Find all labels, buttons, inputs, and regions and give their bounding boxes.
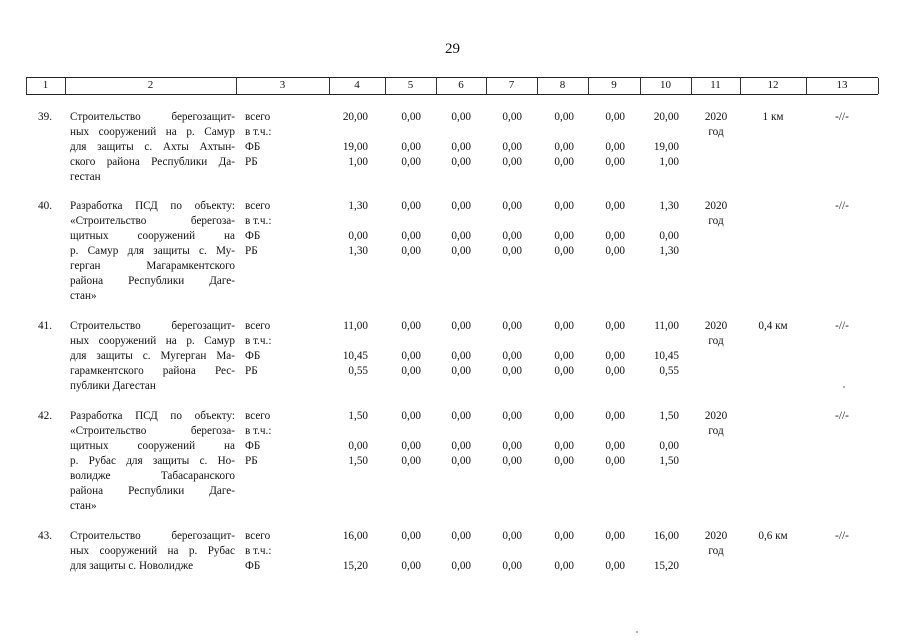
header-column-number: 9 [611, 79, 617, 91]
header-column-number: 4 [354, 79, 360, 91]
page-number: 29 [445, 41, 460, 57]
header-column-number: 10 [660, 79, 671, 91]
completion-year-unit: год [708, 215, 724, 227]
funding-source: РБ [245, 245, 258, 257]
amount-col-4: 1,50 [348, 410, 368, 422]
amount-col-4: 20,00 [342, 111, 368, 123]
row-description [70, 319, 235, 394]
header-column-number: 2 [147, 79, 154, 91]
amount-col-4: 0,00 [348, 230, 368, 242]
amount-col-9: 0,00 [605, 440, 625, 452]
description-line: р. Рубас для защиты с. Но- [70, 455, 235, 467]
row-number: 39. [38, 111, 52, 123]
amount-col-6: 0,00 [451, 455, 471, 467]
scan-speck [636, 631, 638, 633]
description-line: щитных сооружений на [70, 230, 235, 242]
funding-source: ФБ [245, 440, 261, 452]
description-line: ных сооружений на р. Рубас [70, 545, 235, 557]
amount-col-4: 1,30 [348, 200, 368, 212]
amount-col-10: 1,50 [659, 410, 679, 422]
funding-source: ФБ [245, 141, 261, 153]
amount-col-8: 0,00 [554, 410, 574, 422]
header-column-number: 8 [559, 79, 566, 91]
row-number: 42. [38, 410, 52, 422]
note: -//- [835, 410, 849, 422]
amount-col-4: 1,30 [348, 245, 368, 257]
description-line: Строительство берегозащит- [70, 530, 235, 542]
amount-col-9: 0,00 [605, 350, 625, 362]
amount-col-7: 0,00 [502, 530, 522, 542]
description-line: для защиты с. Новолидже [70, 560, 194, 572]
description-line: р. Самур для защиты с. Му- [70, 245, 235, 257]
amount-col-6: 0,00 [451, 320, 471, 332]
completion-year: 2020 [704, 320, 728, 332]
note: -//- [835, 111, 849, 123]
amount-col-6: 0,00 [451, 111, 471, 123]
amount-col-8: 0,00 [554, 560, 574, 572]
amount-col-7: 0,00 [502, 350, 522, 362]
amount-col-9: 0,00 [605, 111, 625, 123]
description-line: ского района Республики Да- [70, 156, 235, 168]
header-column-divider [878, 78, 879, 94]
amount-col-4: 11,00 [343, 320, 368, 332]
amount-col-10: 1,00 [659, 156, 679, 168]
amount-col-6: 0,00 [451, 530, 471, 542]
amount-col-9: 0,00 [605, 530, 625, 542]
amount-col-5: 0,00 [401, 156, 421, 168]
note: -//- [835, 200, 849, 212]
amount-col-10: 0,00 [659, 440, 679, 452]
amount-col-6: 0,00 [451, 156, 471, 168]
amount-col-7: 0,00 [502, 141, 522, 153]
amount-col-7: 0,00 [502, 365, 522, 377]
amount-col-8: 0,00 [554, 320, 574, 332]
amount-col-9: 0,00 [605, 455, 625, 467]
completion-year: 2020 [704, 200, 728, 212]
amount-col-10: 11,00 [654, 320, 679, 332]
completion-year: 2020 [704, 410, 728, 422]
row-number: 43. [38, 530, 52, 542]
description-line: для защиты с. Мугерган Ма- [70, 350, 235, 362]
amount-col-5: 0,00 [401, 350, 421, 362]
funding-source: всего [245, 200, 271, 212]
amount-col-9: 0,00 [605, 365, 625, 377]
funding-source: РБ [245, 156, 258, 168]
completion-year: 2020 [704, 111, 728, 123]
amount-col-10: 1,50 [659, 455, 679, 467]
amount-col-4: 1,50 [348, 455, 368, 467]
amount-col-5: 0,00 [401, 200, 421, 212]
amount-col-5: 0,00 [401, 530, 421, 542]
description-line: публики Дагестан [70, 380, 156, 392]
description-line: Разработка ПСД по объекту: [70, 200, 235, 212]
amount-col-8: 0,00 [554, 230, 574, 242]
funding-source: РБ [245, 455, 258, 467]
amount-col-9: 0,00 [605, 560, 625, 572]
note: -//- [835, 530, 849, 542]
amount-col-8: 0,00 [554, 111, 574, 123]
amount-col-9: 0,00 [605, 410, 625, 422]
funding-source: в т.ч.: [245, 545, 272, 557]
amount-col-4: 0,00 [348, 440, 368, 452]
amount-col-5: 0,00 [401, 141, 421, 153]
note: -//- [835, 320, 849, 332]
amount-col-5: 0,00 [401, 320, 421, 332]
row-description [70, 199, 235, 304]
amount-col-8: 0,00 [554, 365, 574, 377]
amount-col-8: 0,00 [554, 141, 574, 153]
amount-col-7: 0,00 [502, 440, 522, 452]
description-line: герган Магарамкентского [70, 260, 235, 272]
completion-year-unit: год [708, 425, 724, 437]
description-line: района Республики Даге- [70, 275, 235, 287]
amount-col-4: 10,45 [342, 350, 368, 362]
funding-source: всего [245, 410, 271, 422]
row-description [70, 409, 235, 514]
header-column-number: 12 [767, 79, 779, 91]
amount-col-6: 0,00 [451, 350, 471, 362]
amount-col-10: 1,30 [659, 200, 679, 212]
amount-col-5: 0,00 [401, 230, 421, 242]
amount-col-6: 0,00 [451, 200, 471, 212]
header-column-number: 7 [508, 79, 515, 91]
description-line: Разработка ПСД по объекту: [70, 410, 235, 422]
amount-col-6: 0,00 [451, 440, 471, 452]
amount-col-6: 0,00 [451, 245, 471, 257]
header-column-number: 6 [458, 79, 464, 91]
row-number: 41. [38, 320, 52, 332]
header-column-number: 13 [836, 79, 848, 91]
completion-year-unit: год [708, 335, 724, 347]
amount-col-10: 15,20 [653, 560, 679, 572]
amount-col-5: 0,00 [401, 440, 421, 452]
amount-col-4: 16,00 [342, 530, 368, 542]
header-column-number: 11 [710, 79, 721, 91]
amount-col-7: 0,00 [502, 156, 522, 168]
description-line: стан» [70, 500, 97, 512]
funding-source: ФБ [245, 350, 261, 362]
row-description [70, 110, 235, 185]
amount-col-7: 0,00 [502, 410, 522, 422]
amount-col-5: 0,00 [401, 560, 421, 572]
amount-col-5: 0,00 [401, 111, 421, 123]
amount-col-5: 0,00 [401, 410, 421, 422]
amount-col-9: 0,00 [605, 230, 625, 242]
amount-col-8: 0,00 [554, 350, 574, 362]
description-line: ных сооружений на р. Самур [70, 126, 235, 138]
amount-col-9: 0,00 [605, 320, 625, 332]
amount-col-9: 0,00 [605, 156, 625, 168]
description-line: гарамкентского района Рес- [70, 365, 235, 377]
amount-col-6: 0,00 [451, 560, 471, 572]
amount-col-8: 0,00 [554, 156, 574, 168]
capacity: 1 км [762, 111, 784, 123]
description-line: волидже Табасаранского [70, 470, 235, 482]
header-column-number: 1 [42, 79, 49, 91]
amount-col-7: 0,00 [502, 320, 522, 332]
description-line: района Республики Даге- [70, 485, 235, 497]
amount-col-10: 0,00 [659, 230, 679, 242]
description-line: для защиты с. Ахты Ахтын- [70, 141, 235, 153]
amount-col-4: 1,00 [348, 156, 368, 168]
amount-col-10: 19,00 [653, 141, 679, 153]
amount-col-10: 1,30 [659, 245, 679, 257]
description-line: «Строительство берегоза- [70, 425, 235, 437]
amount-col-9: 0,00 [605, 200, 625, 212]
amount-col-6: 0,00 [451, 141, 471, 153]
header-column-number: 5 [407, 79, 414, 91]
amount-col-9: 0,00 [605, 141, 625, 153]
description-line: Строительство берегозащит- [70, 320, 235, 332]
description-line: стан» [70, 290, 97, 302]
funding-source: всего [245, 530, 271, 542]
row-number: 40. [38, 200, 52, 212]
scan-speck [843, 386, 845, 388]
funding-source: в т.ч.: [245, 126, 272, 138]
description-line: ных сооружений на р. Самур [70, 335, 235, 347]
completion-year-unit: год [708, 126, 724, 138]
funding-source: в т.ч.: [245, 215, 272, 227]
funding-source: ФБ [245, 230, 261, 242]
header-column-number: 3 [279, 79, 286, 91]
funding-source: всего [245, 111, 271, 123]
amount-col-6: 0,00 [451, 365, 471, 377]
description-line: «Строительство берегоза- [70, 215, 235, 227]
amount-col-7: 0,00 [502, 245, 522, 257]
amount-col-10: 0,55 [659, 365, 679, 377]
amount-col-4: 19,00 [342, 141, 368, 153]
funding-source: ФБ [245, 560, 261, 572]
description-line: гестан [70, 171, 101, 183]
amount-col-10: 16,00 [653, 530, 679, 542]
amount-col-8: 0,00 [554, 530, 574, 542]
funding-source: в т.ч.: [245, 335, 272, 347]
table-header [26, 77, 878, 95]
amount-col-8: 0,00 [554, 440, 574, 452]
amount-col-6: 0,00 [451, 230, 471, 242]
completion-year-unit: год [708, 545, 724, 557]
amount-col-10: 10,45 [653, 350, 679, 362]
amount-col-5: 0,00 [401, 365, 421, 377]
amount-col-8: 0,00 [554, 455, 574, 467]
amount-col-7: 0,00 [502, 455, 522, 467]
amount-col-4: 0,55 [348, 365, 368, 377]
amount-col-7: 0,00 [502, 230, 522, 242]
amount-col-10: 20,00 [653, 111, 679, 123]
funding-source: РБ [245, 365, 258, 377]
description-line: щитных сооружений на [70, 440, 235, 452]
amount-col-4: 15,20 [342, 560, 368, 572]
row-description [70, 529, 235, 574]
amount-col-7: 0,00 [502, 560, 522, 572]
amount-col-8: 0,00 [554, 200, 574, 212]
completion-year: 2020 [704, 530, 728, 542]
amount-col-5: 0,00 [401, 455, 421, 467]
amount-col-6: 0,00 [451, 410, 471, 422]
funding-source: всего [245, 320, 271, 332]
capacity: 0,6 км [758, 530, 788, 542]
funding-source: в т.ч.: [245, 425, 272, 437]
amount-col-7: 0,00 [502, 200, 522, 212]
amount-col-5: 0,00 [401, 245, 421, 257]
amount-col-7: 0,00 [502, 111, 522, 123]
capacity: 0,4 км [758, 320, 788, 332]
amount-col-8: 0,00 [554, 245, 574, 257]
description-line: Строительство берегозащит- [70, 111, 235, 123]
amount-col-9: 0,00 [605, 245, 625, 257]
